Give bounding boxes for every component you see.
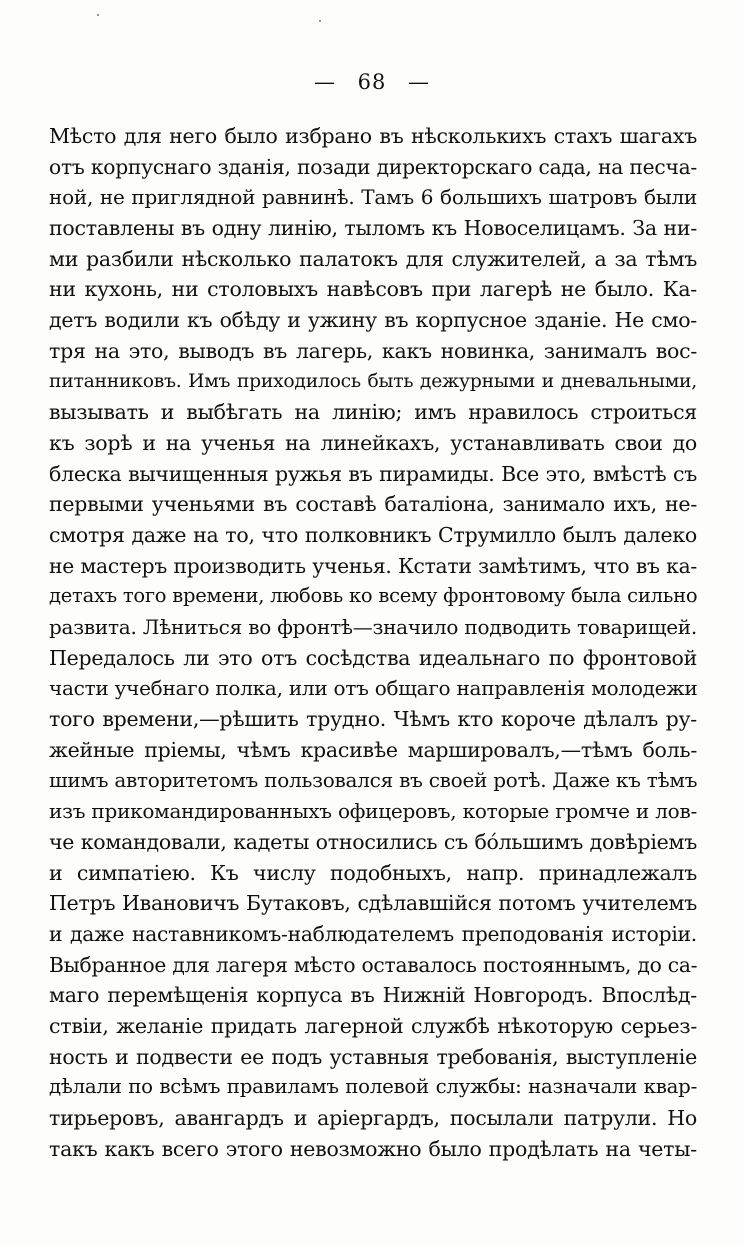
text-line: дѣлали по всѣмъ правиламъ полевой службы: назначали квар- [49, 1075, 697, 1099]
text-line: че командовали, кадеты относились съ бо́льшимъ довѣріемъ [49, 829, 697, 854]
text-line: такъ какъ всего этого невозможно было продѣлать на четы- [49, 1136, 697, 1161]
text-line: Передалось ли это отъ сосѣдства идеальнаго по фронтовой [49, 645, 697, 670]
text-line: къ зорѣ и на ученья на линейкахъ, устанавливать свои до [49, 430, 697, 455]
text-line: развита. Лѣниться во фронтѣ—значило подводить товарищей. [49, 615, 697, 639]
text-line: шимъ авторитетомъ пользовался въ своей ротѣ. Даже къ тѣмъ [49, 768, 698, 793]
text-line: не мастеръ производить ученья. Кстати замѣтимъ, что въ ка- [49, 553, 697, 578]
ink-speck [97, 14, 99, 16]
header-dash-left: — [313, 70, 336, 94]
ink-speck [319, 20, 321, 22]
text-line: первыми ученьями въ составѣ баталіона, занимало ихъ, не- [49, 492, 697, 517]
page-number: 68 [357, 70, 387, 94]
text-line: поставлены въ одну линію, тыломъ къ Новоселицамъ. За ни- [49, 216, 697, 241]
text-line: и симпатіею. Къ числу подобныхъ, напр. принадлежалъ [49, 860, 697, 885]
text-line: части учебнаго полка, или отъ общаго направленія молодежи [49, 676, 698, 701]
text-line: Выбранное для лагеря мѣсто оставалось постояннымъ, до са- [49, 952, 698, 977]
text-line: смотря даже на то, что полковникъ Струмилло былъ далеко [49, 522, 697, 547]
text-line: детахъ того времени, любовь ко всему фронтовому была сильно [49, 584, 698, 608]
text-line: тирьеровъ, авангардъ и аріергардъ, посылали патрули. Но [49, 1106, 697, 1130]
text-line: изъ прикомандированныхъ офицеровъ, которые громче и лов- [49, 799, 697, 824]
text-line: ной, не приглядной равнинѣ. Тамъ 6 большихъ шатровъ были [49, 185, 697, 210]
text-line: ность и подвести ее подъ уставныя требованія, выступленіе [49, 1044, 697, 1069]
text-line: Петръ Ивановичъ Бутаковъ, сдѣлавшійся потомъ учителемъ [49, 891, 697, 916]
header-dash-right: — [408, 70, 431, 94]
text-line: детъ водили къ обѣду и ужину въ корпусное зданіе. Не смо- [49, 308, 697, 333]
text-line: блеска вычищенныя ружья въ пирамиды. Все это, вмѣстѣ съ [49, 461, 697, 486]
text-line: того времени,—рѣшить трудно. Чѣмъ кто короче дѣлалъ ру- [49, 707, 697, 732]
body-text [49, 121, 697, 1164]
text-line: вызывать и выбѣгать на линію; имъ нравилось строиться [49, 400, 697, 425]
text-line: тря на это, выводъ въ лагерь, какъ новинка, занималъ вос- [49, 338, 697, 363]
text-line: и даже наставникомъ-наблюдателемъ преподованія исторіи. [49, 921, 697, 946]
text-line: ми разбили нѣсколько палатокъ для служителей, а за тѣмъ [49, 246, 697, 271]
page-number-header [0, 70, 744, 94]
text-line: маго перемѣщенія корпуса въ Нижній Новгородъ. Впослѣд- [49, 983, 697, 1008]
text-line: отъ корпуснаго зданія, позади директорскаго сада, на песча- [49, 154, 697, 179]
text-line: питанниковъ. Имъ приходилось быть дежурными и дневальными, [49, 370, 697, 392]
text-line: Мѣсто для него было избрано въ нѣсколькихъ стахъ шагахъ [49, 124, 697, 148]
text-line: ствіи, желаніе придать лагерной службѣ нѣкоторую серьез- [49, 1013, 697, 1038]
text-line: жейные пріемы, чѣмъ красивѣе маршировалъ,—тѣмъ боль- [49, 737, 697, 762]
text-line: ни кухонь, ни столовыхъ навѣсовъ при лагерѣ не было. Ка- [49, 277, 697, 302]
